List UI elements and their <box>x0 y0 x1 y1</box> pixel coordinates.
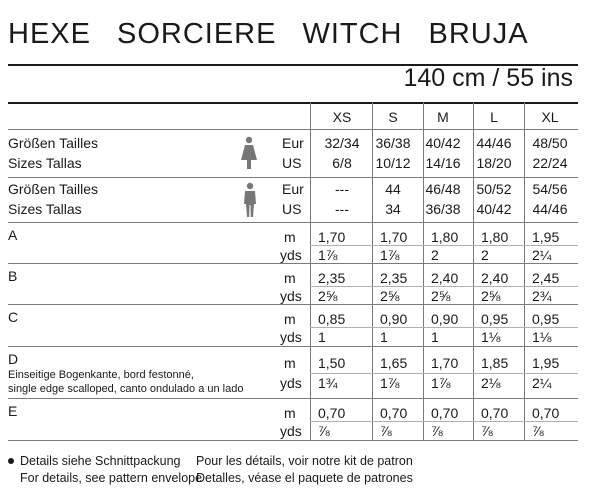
size-header-xs: XS <box>332 109 352 125</box>
view-d-unit-yds: yds <box>280 375 302 391</box>
table-bottom-rule <box>8 440 578 441</box>
fabric-width: 140 cm / 55 ins <box>403 64 573 92</box>
view-e-m-4: 0,70 <box>532 405 560 421</box>
col-rule-unit <box>310 102 311 440</box>
view-a-yds-1: 1⅞ <box>380 247 400 263</box>
view-a-m-1: 1,70 <box>380 229 408 245</box>
view-c-unit-m: m <box>284 311 296 327</box>
women-us-0: 6/8 <box>332 155 352 171</box>
view-c-label: C <box>8 309 19 325</box>
women-label-bottom: Sizes Tallas <box>8 155 82 171</box>
view-e-m-3: 0,70 <box>481 405 509 421</box>
view-e-m-2: 0,70 <box>431 405 459 421</box>
view-b-unit-yds: yds <box>280 288 302 304</box>
men-eur-0: --- <box>335 181 349 197</box>
men-us-0: --- <box>335 201 349 217</box>
note-es: Detalles, véase el paquete de patrones <box>196 471 413 485</box>
women-us-2: 14/16 <box>425 155 461 171</box>
view-d-label: D <box>8 351 19 367</box>
men-eur-1: 44 <box>385 181 401 197</box>
view-c-yds-0: 1 <box>318 329 326 345</box>
view-d-m-2: 1,70 <box>431 355 459 371</box>
view-a-yds-4: 2¼ <box>532 247 552 263</box>
view-a-m-4: 1,95 <box>532 229 560 245</box>
view-b-yds-2: 2⅝ <box>431 288 451 304</box>
view-b-mid-rule <box>310 286 578 287</box>
row-rule-women <box>8 177 578 178</box>
view-c-yds-2: 1 <box>431 329 439 345</box>
col-rule-3 <box>473 102 474 440</box>
view-b-yds-3: 2⅝ <box>481 288 501 304</box>
view-e-yds-4: ⅞ <box>532 423 544 439</box>
men-us-2: 36/38 <box>425 201 461 217</box>
size-header-s: S <box>388 109 398 125</box>
note-de: Details siehe Schnittpackung <box>8 454 181 468</box>
view-d-desc-0: Einseitige Bogenkante, bord festonné, <box>8 369 194 381</box>
view-a-m-2: 1,80 <box>431 229 459 245</box>
view-d-desc-1: single edge scalloped, canto ondulado a un lado <box>8 383 244 395</box>
view-d-yds-0: 1¾ <box>318 375 338 391</box>
size-header-xl: XL <box>541 109 559 125</box>
row-rule-men <box>8 222 578 223</box>
view-d-m-3: 1,85 <box>481 355 509 371</box>
title-es: BRUJA <box>428 18 529 50</box>
view-c-yds-1: 1 <box>380 329 388 345</box>
view-b-m-0: 2,35 <box>318 270 346 286</box>
view-e-label: E <box>8 403 18 419</box>
title-fr: SORCIERE <box>116 18 277 50</box>
view-a-mid-rule <box>310 245 578 246</box>
view-c-m-3: 0,95 <box>481 311 509 327</box>
col-rule-2 <box>423 102 424 440</box>
women-eur-1: 36/38 <box>375 135 411 151</box>
view-a-yds-0: 1⅞ <box>318 247 338 263</box>
men-label-bottom: Sizes Tallas <box>8 201 82 217</box>
view-b-label: B <box>8 268 18 284</box>
women-label-top: Größen Tailles <box>8 135 99 151</box>
view-e-unit-m: m <box>284 405 296 421</box>
men-eur-3: 50/52 <box>476 181 512 197</box>
title-en: WITCH <box>302 18 403 50</box>
view-b-bottom-rule <box>8 304 578 305</box>
view-e-unit-yds: yds <box>280 423 302 439</box>
woman-figure-icon <box>240 136 258 170</box>
women-eur-4: 48/50 <box>532 135 568 151</box>
view-a-unit-m: m <box>284 229 296 245</box>
man-figure-icon <box>242 182 258 218</box>
view-e-yds-1: ⅞ <box>380 423 392 439</box>
view-d-bottom-rule <box>8 398 578 399</box>
view-d-m-0: 1,50 <box>318 355 346 371</box>
note-en: For details, see pattern envelope <box>20 471 203 485</box>
view-d-unit-m: m <box>284 355 296 371</box>
col-rule-1 <box>372 102 373 440</box>
men-us-3: 40/42 <box>476 201 512 217</box>
view-c-mid-rule <box>310 327 578 328</box>
view-c-m-1: 0,90 <box>380 311 408 327</box>
view-a-m-0: 1,70 <box>318 229 346 245</box>
view-a-yds-3: 2 <box>481 247 489 263</box>
row-rule-header <box>8 129 578 130</box>
view-b-m-4: 2,45 <box>532 270 560 286</box>
view-e-m-1: 0,70 <box>380 405 408 421</box>
view-e-yds-0: ⅞ <box>318 423 330 439</box>
view-e-m-0: 0,70 <box>318 405 346 421</box>
view-d-m-4: 1,95 <box>532 355 560 371</box>
view-c-bottom-rule <box>8 346 578 347</box>
women-us-3: 18/20 <box>476 155 512 171</box>
men-label-top: Größen Tailles <box>8 181 99 197</box>
view-b-m-3: 2,40 <box>481 270 509 286</box>
men-eur-2: 46/48 <box>425 181 461 197</box>
view-d-yds-3: 2⅛ <box>481 375 501 391</box>
men-us-1: 34 <box>385 201 401 217</box>
view-c-unit-yds: yds <box>280 329 302 345</box>
pattern-title <box>8 18 555 51</box>
view-d-yds-2: 1⅞ <box>431 375 451 391</box>
note-fr: Pour les détails, voir notre kit de patron <box>196 454 413 468</box>
view-a-yds-2: 2 <box>431 247 439 263</box>
view-e-yds-3: ⅞ <box>481 423 493 439</box>
view-a-m-3: 1,80 <box>481 229 509 245</box>
view-c-m-0: 0,85 <box>318 311 346 327</box>
men-unit-us: US <box>282 201 302 217</box>
men-us-4: 44/46 <box>532 201 568 217</box>
title-de: HEXE <box>8 18 91 50</box>
women-us-4: 22/24 <box>532 155 568 171</box>
view-b-yds-4: 2¾ <box>532 288 552 304</box>
view-c-yds-3: 1⅛ <box>481 329 501 345</box>
women-us-1: 10/12 <box>375 155 411 171</box>
men-unit-eur: Eur <box>282 181 304 197</box>
women-eur-0: 32/34 <box>324 135 360 151</box>
view-d-mid-rule <box>310 373 578 374</box>
size-header-m: M <box>437 109 449 125</box>
view-e-yds-2: ⅞ <box>431 423 443 439</box>
view-b-yds-1: 2⅝ <box>380 288 400 304</box>
col-rule-4 <box>524 102 525 440</box>
women-unit-eur: Eur <box>282 135 304 151</box>
view-a-unit-yds: yds <box>280 247 302 263</box>
view-d-yds-1: 1⅞ <box>380 375 400 391</box>
view-b-unit-m: m <box>284 270 296 286</box>
size-header-l: L <box>490 109 498 125</box>
view-d-yds-4: 2¼ <box>532 375 552 391</box>
view-c-m-4: 0,95 <box>532 311 560 327</box>
view-e-mid-rule <box>310 421 578 422</box>
women-eur-3: 44/46 <box>476 135 512 151</box>
view-a-label: A <box>8 227 18 243</box>
view-a-bottom-rule <box>8 263 578 264</box>
header-rule <box>8 102 578 104</box>
women-eur-2: 40/42 <box>425 135 461 151</box>
view-c-yds-4: 1⅛ <box>532 329 552 345</box>
bullet-icon <box>8 458 14 464</box>
view-b-m-1: 2,35 <box>380 270 408 286</box>
view-c-m-2: 0,90 <box>431 311 459 327</box>
view-b-m-2: 2,40 <box>431 270 459 286</box>
men-eur-4: 54/56 <box>532 181 568 197</box>
women-unit-us: US <box>282 155 302 171</box>
view-d-m-1: 1,65 <box>380 355 408 371</box>
view-b-yds-0: 2⅝ <box>318 288 338 304</box>
